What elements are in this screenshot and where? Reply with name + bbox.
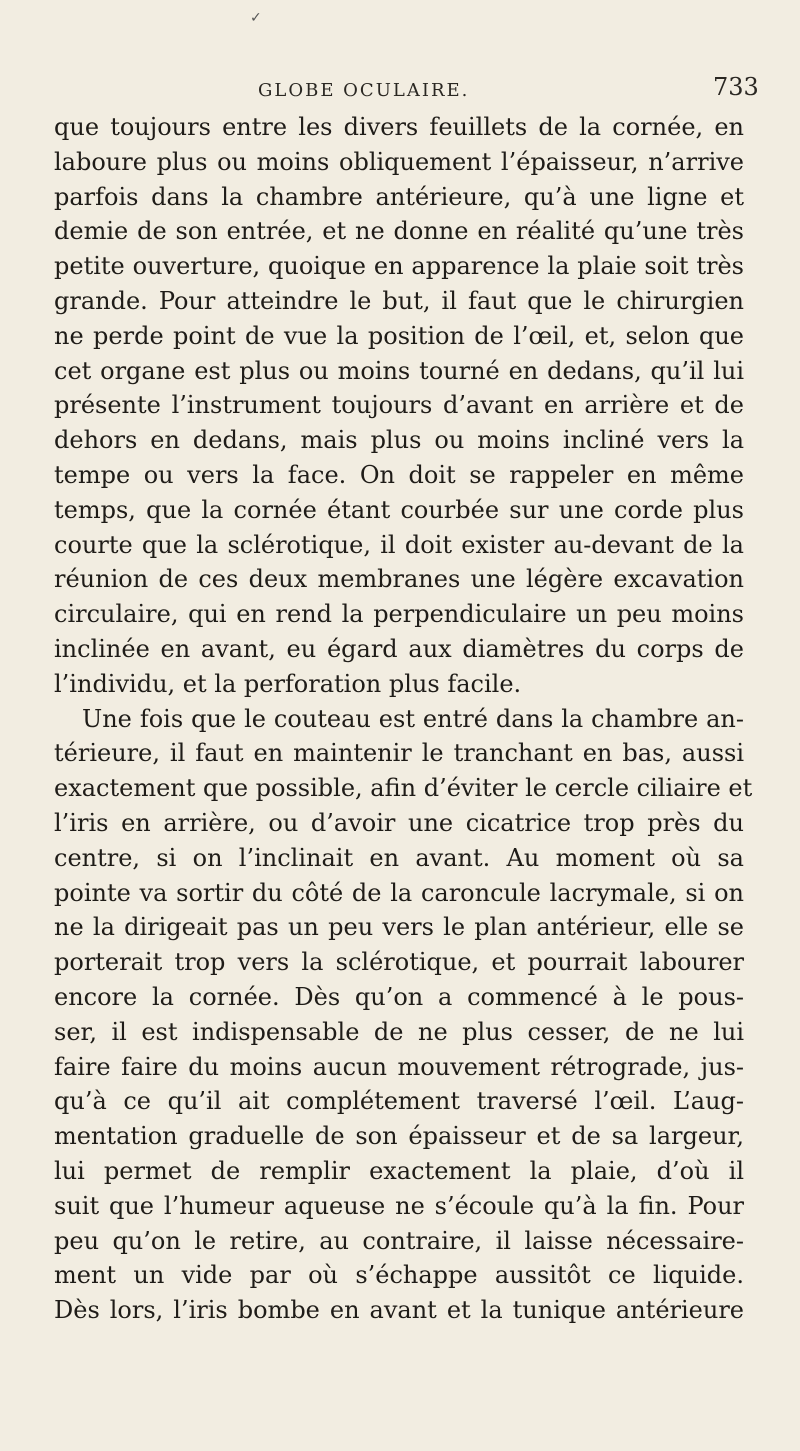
text-line: petite ouverture, quoique en apparence la plaie soit très bbox=[54, 252, 744, 281]
text-line: ser, il est indispensable de ne plus cesser, de ne lui bbox=[54, 1017, 744, 1046]
text-line: encore la cornée. Dès qu’on a commencé à le pous- bbox=[54, 982, 744, 1011]
text-line: tempe ou vers la face. On doit se rappeler en même bbox=[54, 460, 744, 489]
running-title: GLOBE OCULAIRE. bbox=[258, 80, 470, 101]
text-line: ne la dirigeait pas un peu vers le plan antérieur, elle se bbox=[54, 913, 744, 942]
body-text bbox=[54, 110, 753, 1328]
text-line: peu qu’on le retire, au contraire, il laisse nécessaire- bbox=[54, 1226, 744, 1255]
text-line: inclinée en avant, eu égard aux diamètres du corps de bbox=[54, 634, 744, 663]
paragraph-start-line: Une fois que le couteau est entré dans la chambre an- bbox=[82, 704, 744, 733]
text-line: demie de son entrée, et ne donne en réalité qu’une très bbox=[54, 217, 744, 246]
text-line: ment un vide par où s’échappe aussitôt ce liquide. bbox=[54, 1261, 744, 1290]
text-line: temps, que la cornée étant courbée sur une corde plus bbox=[54, 495, 744, 524]
text-line: réunion de ces deux membranes une légère excavation bbox=[54, 565, 744, 594]
text-line: térieure, il faut en maintenir le tranchant en bas, aussi bbox=[54, 739, 744, 768]
text-line: Dès lors, l’iris bombe en avant et la tunique antérieure bbox=[54, 1296, 744, 1325]
text-line: grande. Pour atteindre le but, il faut que le chirurgien bbox=[54, 286, 744, 315]
text-line: centre, si on l’inclinait en avant. Au moment où sa bbox=[54, 843, 744, 872]
text-line: courte que la sclérotique, il doit exister au-devant de la bbox=[54, 530, 744, 559]
text-line: dehors en dedans, mais plus ou moins incliné vers la bbox=[54, 426, 744, 455]
margin-mark: ✓ bbox=[250, 10, 262, 26]
text-line: pointe va sortir du côté de la caroncule lacrymale, si on bbox=[54, 878, 744, 907]
text-line: présente l’instrument toujours d’avant en arrière et de bbox=[54, 391, 744, 420]
text-line: faire faire du moins aucun mouvement rétrograde, jus- bbox=[54, 1052, 744, 1081]
text-line: cet organe est plus ou moins tourné en dedans, qu’il lui bbox=[54, 356, 744, 385]
text-line: porterait trop vers la sclérotique, et pourrait labourer bbox=[54, 948, 744, 977]
text-line: qu’à ce qu’il ait complétement traversé l’œil. L’aug- bbox=[54, 1087, 744, 1116]
text-line: lui permet de remplir exactement la plaie, d’où il bbox=[54, 1156, 744, 1185]
text-line: l’individu, et la perforation plus facile. bbox=[54, 669, 522, 698]
text-line: laboure plus ou moins obliquement l’épaisseur, n’arrive bbox=[54, 147, 744, 176]
text-line: mentation graduelle de son épaisseur et de sa largeur, bbox=[54, 1122, 744, 1151]
page-number: 733 bbox=[713, 73, 759, 101]
text-line: ne perde point de vue la position de l’œil, et, selon que bbox=[54, 321, 744, 350]
text-line: circulaire, qui en rend la perpendiculaire un peu moins bbox=[54, 600, 744, 629]
text-line: que toujours entre les divers feuillets de la cornée, en bbox=[54, 113, 744, 141]
text-line: l’iris en arrière, ou d’avoir une cicatrice trop près du bbox=[54, 808, 744, 837]
text-line: suit que l’humeur aqueuse ne s’écoule qu’à la fin. Pour bbox=[54, 1191, 744, 1220]
text-line: exactement que possible, afin d’éviter le cercle ciliaire et bbox=[54, 774, 753, 803]
text-line: parfois dans la chambre antérieure, qu’à une ligne et bbox=[54, 182, 744, 211]
